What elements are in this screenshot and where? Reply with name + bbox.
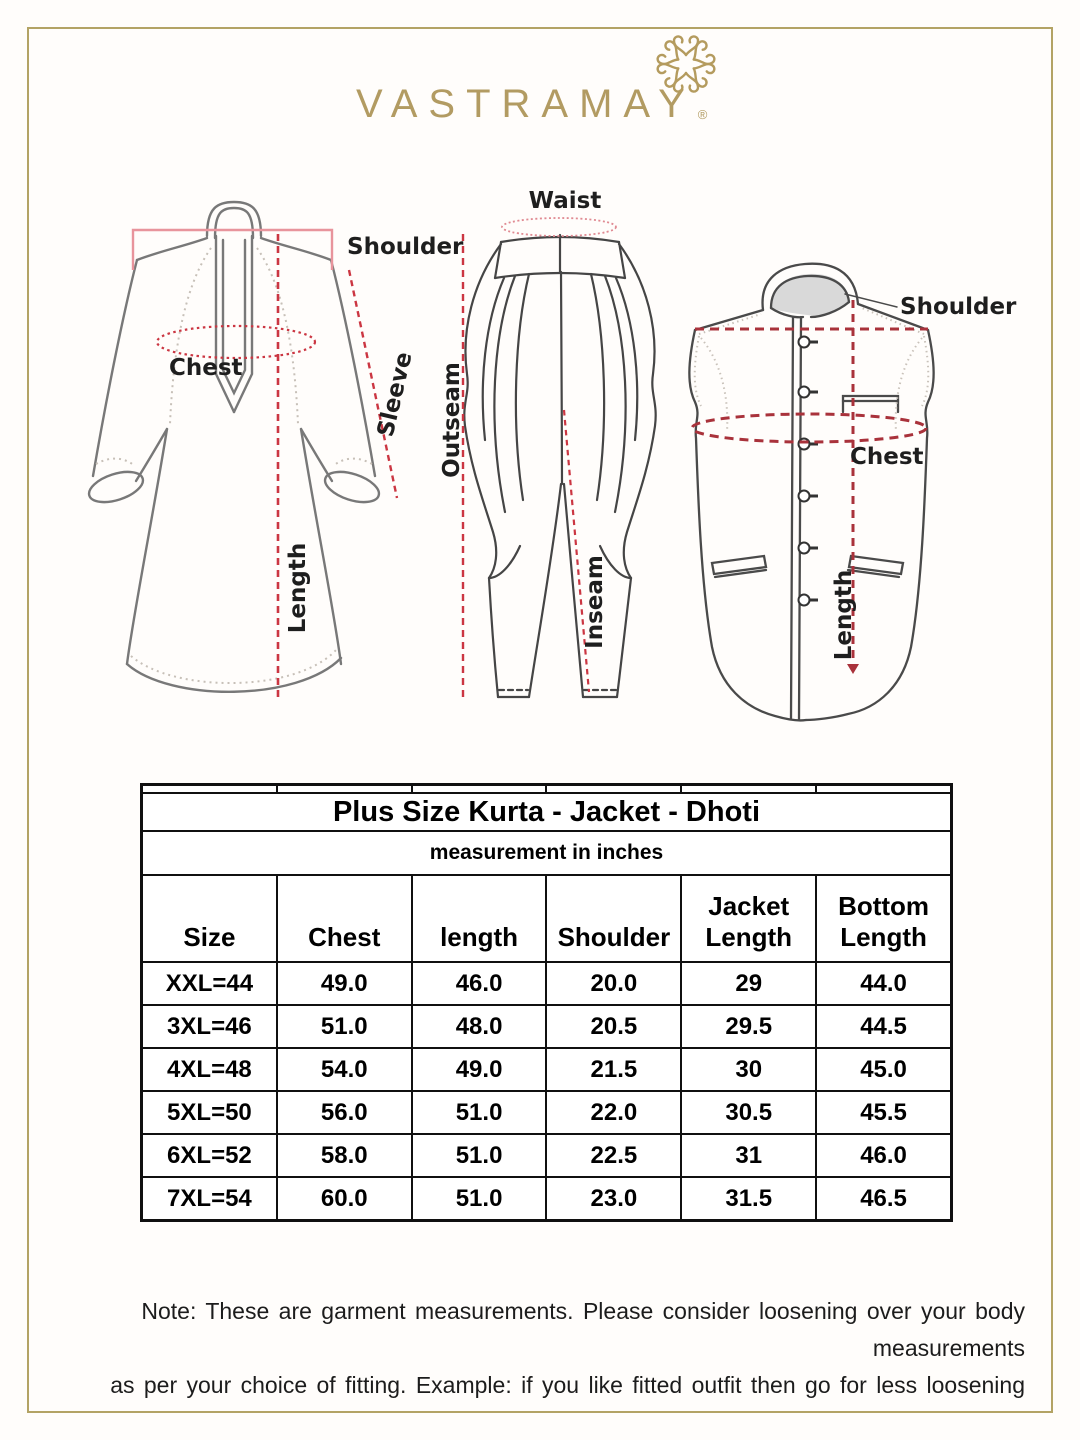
cell: 44.0 [860, 969, 907, 997]
kurta-stitch-seams [96, 248, 372, 683]
kurta-measure-lines [157, 234, 397, 702]
measurement-note [50, 1293, 1025, 1404]
cell: 46.5 [860, 1184, 907, 1212]
dhoti-waist-label: Waist [528, 188, 602, 214]
cell: 58.0 [278, 1135, 413, 1176]
dhoti-waist-ellipse [502, 218, 616, 236]
col-header-length: length [413, 876, 548, 961]
cell: XXL=44 [143, 963, 278, 1004]
cell: 30 [682, 1049, 817, 1090]
cell: 31.5 [682, 1178, 817, 1219]
cell: 7XL=54 [143, 1178, 278, 1219]
table-header-row [143, 874, 950, 961]
cell: 20.0 [547, 963, 682, 1004]
cell: 23.0 [547, 1178, 682, 1219]
kurta-length-label: Length [285, 542, 311, 634]
dhoti-outline [464, 235, 655, 697]
table-row [143, 1047, 950, 1090]
jacket-chest-label: Chest [850, 444, 924, 470]
col-header-size: Size [143, 876, 278, 961]
cell: 31 [682, 1135, 817, 1176]
table-subtitle: measurement in inches [143, 830, 950, 874]
col-header-chest: Chest [278, 876, 413, 961]
cell: 4XL=48 [143, 1049, 278, 1090]
cell: 46.0 [860, 1141, 907, 1169]
jacket-shoulder-label: Shoulder [900, 294, 1017, 320]
cell: 22.0 [547, 1092, 682, 1133]
cell: 21.5 [547, 1049, 682, 1090]
note-line-2: as per your choice of fitting. Example: if you like fitted outfit then go for less loosening [110, 1372, 1025, 1398]
jacket-outline [689, 264, 933, 721]
brand-name: VASTRAMAY [356, 82, 696, 126]
cell: 56.0 [278, 1092, 413, 1133]
cell: 44.5 [860, 1012, 907, 1040]
cell: 46.0 [413, 963, 548, 1004]
cell: 51.0 [278, 1006, 413, 1047]
jacket-length-label: Length [831, 569, 857, 661]
cell: 6XL=52 [143, 1135, 278, 1176]
cell: 60.0 [278, 1178, 413, 1219]
table-title: Plus Size Kurta - Jacket - Dhoti [143, 792, 950, 830]
table-row [143, 1004, 950, 1047]
table-top-strip [143, 786, 950, 792]
kurta-shoulder-label: Shoulder [347, 234, 464, 260]
registered-mark: ® [697, 107, 708, 122]
cell: 22.5 [547, 1135, 682, 1176]
cell: 5XL=50 [143, 1092, 278, 1133]
cell: 20.5 [547, 1006, 682, 1047]
dhoti-inseam-label: Inseam [582, 555, 608, 649]
cell: 30.5 [682, 1092, 817, 1133]
cell: 49.0 [413, 1049, 548, 1090]
table-row [143, 1133, 950, 1176]
table-row [143, 1176, 950, 1219]
kurta-chest-label: Chest [169, 355, 243, 381]
jacket-diagram [685, 250, 1017, 730]
cell: 29 [682, 963, 817, 1004]
cell: 49.0 [278, 963, 413, 1004]
brand-medallion-icon [650, 32, 722, 96]
cell: 54.0 [278, 1049, 413, 1090]
cell: 3XL=46 [143, 1006, 278, 1047]
dhoti-diagram [425, 182, 690, 717]
cell: 51.0 [413, 1135, 548, 1176]
cell: 48.0 [413, 1006, 548, 1047]
cell: 45.5 [860, 1098, 907, 1126]
dhoti-outseam-label: Outseam [439, 362, 465, 478]
table-row [143, 961, 950, 1004]
table-row [143, 1090, 950, 1133]
col-header-bottom-length: Bottom Length [838, 891, 930, 952]
note-line-1: Note: These are garment measurements. Please consider loosening over your body measurements [141, 1298, 1025, 1361]
cell: 51.0 [413, 1092, 548, 1133]
cell: 51.0 [413, 1178, 548, 1219]
size-chart-table [140, 783, 953, 1222]
col-header-jacket-length: Jacket Length [682, 876, 817, 961]
cell: 45.0 [860, 1055, 907, 1083]
cell: 29.5 [682, 1006, 817, 1047]
col-header-shoulder: Shoulder [547, 876, 682, 961]
kurta-outline [85, 202, 382, 692]
kurta-sleeve-label: Sleeve [372, 349, 418, 440]
jacket-measure-lines [692, 300, 928, 674]
dhoti-measure-lines [463, 234, 589, 702]
